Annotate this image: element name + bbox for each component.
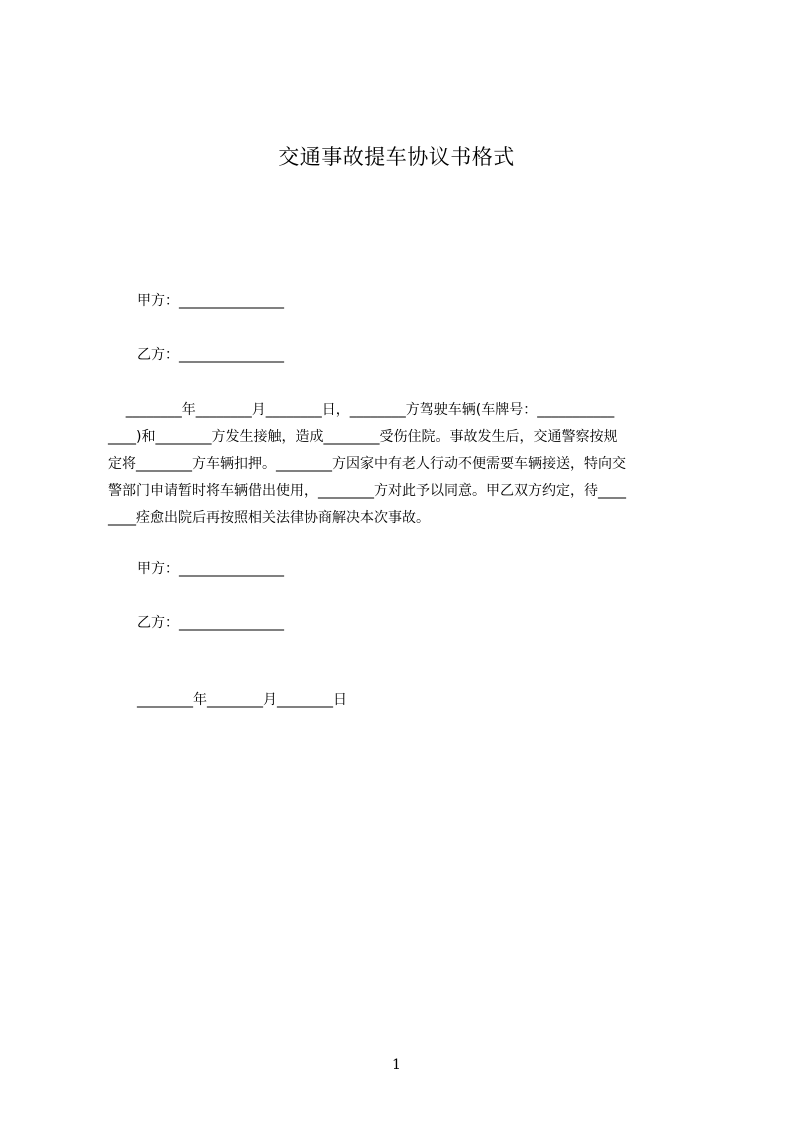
- body-line: ________年________月________日，________方驾驶车辆(车牌号：___________: [108, 402, 615, 418]
- signing-date-line: ________年________月________日: [137, 692, 347, 708]
- agreement-body: [108, 397, 708, 532]
- party-a-signature-line-bottom: 甲方：_______________: [137, 561, 284, 577]
- body-line: ____)和________方发生接触，造成________受伤住院。事故发生后，交通警察按规: [108, 429, 618, 445]
- document-title: 交通事故提车协议书格式: [278, 145, 515, 169]
- party-b-signature-line-bottom: 乙方：_______________: [137, 615, 284, 631]
- party-a-signature-line-top: 甲方：_______________: [137, 293, 284, 309]
- body-line: 警部门申请暂时将车辆借出使用，________方对此予以同意。甲乙双方约定，待____: [108, 483, 626, 499]
- party-b-signature-line-top: 乙方：_______________: [137, 347, 284, 363]
- body-line: 定将________方车辆扣押。________方因家中有老人行动不便需要车辆接送，特向交: [108, 456, 626, 472]
- page-number: 1: [392, 1057, 401, 1073]
- body-line: ____痊愈出院后再按照相关法律协商解决本次事故。: [108, 510, 430, 526]
